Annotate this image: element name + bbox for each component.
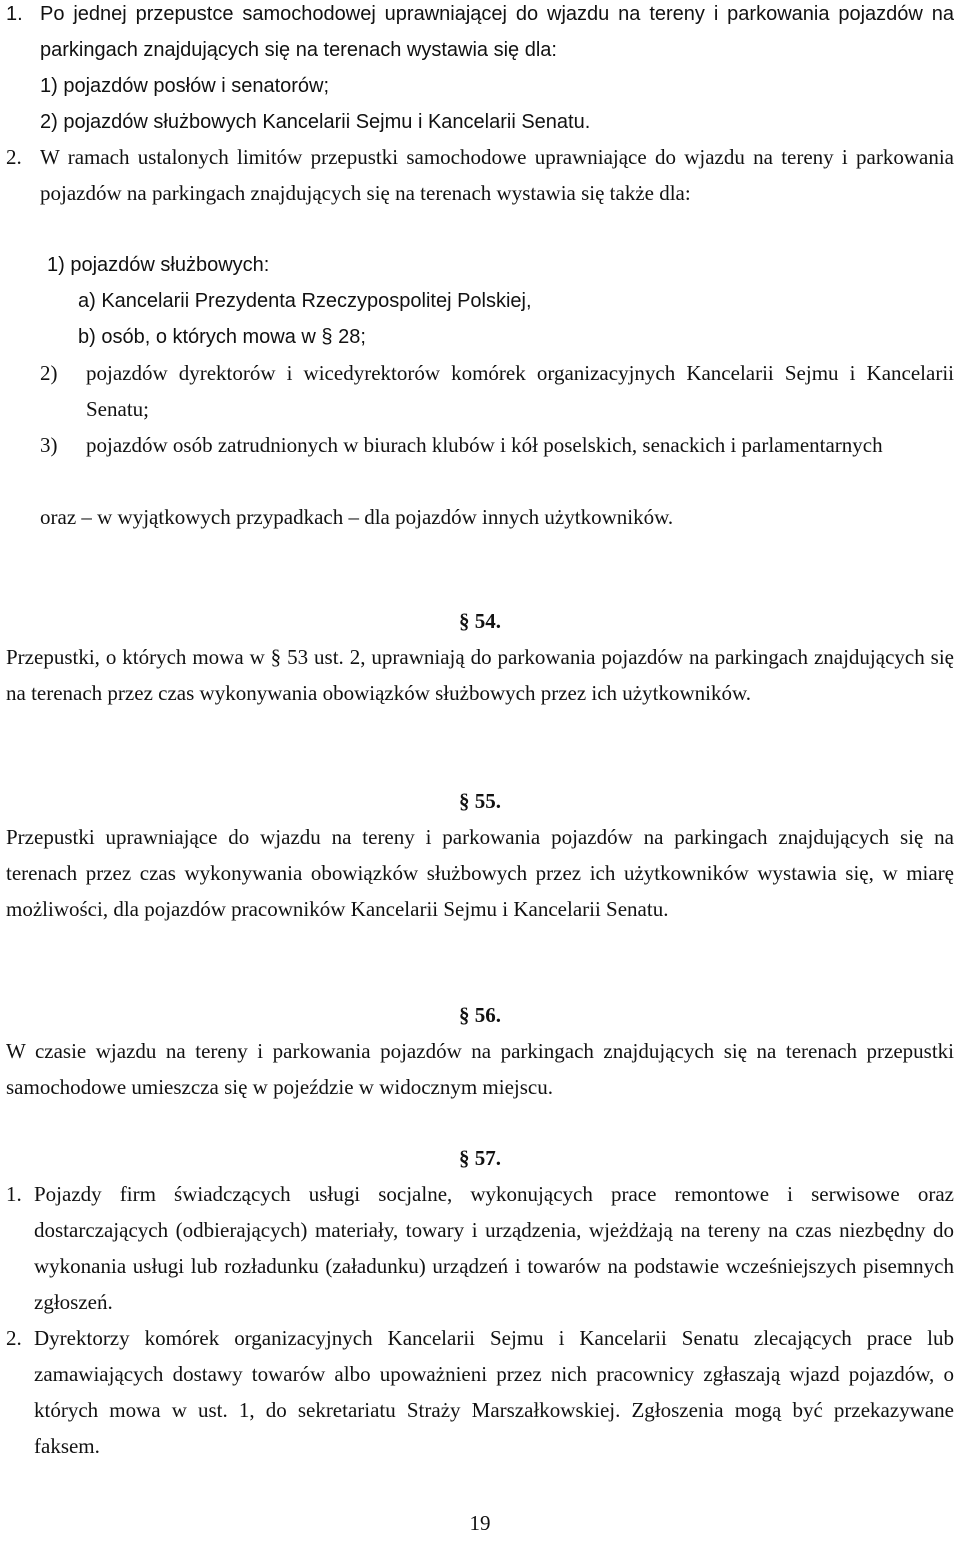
- section-heading: § 57.: [459, 1146, 501, 1170]
- list-item: a) Kancelarii Prezydenta Rzeczypospolitej Polskiej,: [78, 290, 532, 312]
- page-number: 19: [469, 1511, 491, 1535]
- list-item: 2) pojazdów służbowych Kancelarii Sejmu i Kancelarii Senatu.: [40, 111, 591, 133]
- section-55-text: Przepustki uprawniające do wjazdu na tereny i parkowania pojazdów na parkingach znajdujących się na terenach przez czas wykonywania obowiązków służbowych przez ich użytkowników wystawia się, w miarę możliwości, dla pojazdów pracowników Kancelarii Sejmu i Kancelarii Senatu.: [6, 825, 954, 921]
- paragraph-number: 2.: [6, 1326, 22, 1350]
- list-item: pojazdów osób zatrudnionych w biurach klubów i kół poselskich, senackich i parlamentarnych: [86, 433, 883, 457]
- list-item: b) osób, o których mowa w § 28;: [78, 326, 366, 348]
- section-56-text: W czasie wjazdu na tereny i parkowania pojazdów na parkingach znajdujących się na terenach przepustki samochodowe umieszcza się w pojeździe w widocznym miejscu.: [6, 1039, 954, 1099]
- list-number: 3): [40, 433, 58, 457]
- paragraph-number: 1.: [6, 1182, 22, 1206]
- paragraph-57-1: Pojazdy firm świadczących usługi socjalne, wykonujących prace remontowe i serwisowe oraz dostarczających (odbierających) materiały, towary i urządzenia, wjeżdżają na tereny na czas niezbędny do wykonania usługi lub rozładunku (załadunku) urządzeń i towarów na podstawie wcześniejszych pisemnych zgłoszeń.: [34, 1182, 954, 1314]
- paragraph-53-2: [40, 139, 954, 211]
- list-item: 1) pojazdów służbowych:: [47, 254, 270, 276]
- paragraph-53-1: Po jednej przepustce samochodowej uprawniającej do wjazdu na tereny i parkowania pojazdów na parkingach znajdujących się na terenach wystawia się dla:: [40, 3, 954, 61]
- list-number: 2): [40, 361, 58, 385]
- closing-text: oraz – w wyjątkowych przypadkach – dla pojazdów innych użytkowników.: [40, 505, 674, 529]
- paragraph-53-2-text: W ramach ustalonych limitów przepustki samochodowe uprawniające do wjazdu na tereny i parkowania pojazdów na parkingach znajdujących się na terenach wystawia się także dla:: [40, 145, 954, 205]
- section-54-text: Przepustki, o których mowa w § 53 ust. 2, uprawniają do parkowania pojazdów na parkingach znajdujących się na terenach przez czas wykonywania obowiązków służbowych przez ich użytkowników.: [6, 645, 954, 705]
- paragraph-number: 1.: [6, 3, 23, 25]
- list-item: pojazdów dyrektorów i wicedyrektorów komórek organizacyjnych Kancelarii Sejmu i Kancelarii Senatu;: [86, 361, 954, 421]
- list-item: 1) pojazdów posłów i senatorów;: [40, 75, 330, 97]
- paragraph-number: 2.: [6, 145, 22, 169]
- section-heading: § 56.: [459, 1003, 501, 1027]
- section-heading: § 54.: [459, 609, 501, 633]
- paragraph-57-2: Dyrektorzy komórek organizacyjnych Kancelarii Sejmu i Kancelarii Senatu zlecających prace lub zamawiających dostawy towarów albo upoważnieni przez nich pracownicy zgłaszają wjazd pojazdów, o których mowa w ust. 1, do sekretariatu Straży Marszałkowskiej. Zgłoszenia mogą być przekazywane faksem.: [34, 1326, 954, 1458]
- section-heading: § 55.: [459, 789, 501, 813]
